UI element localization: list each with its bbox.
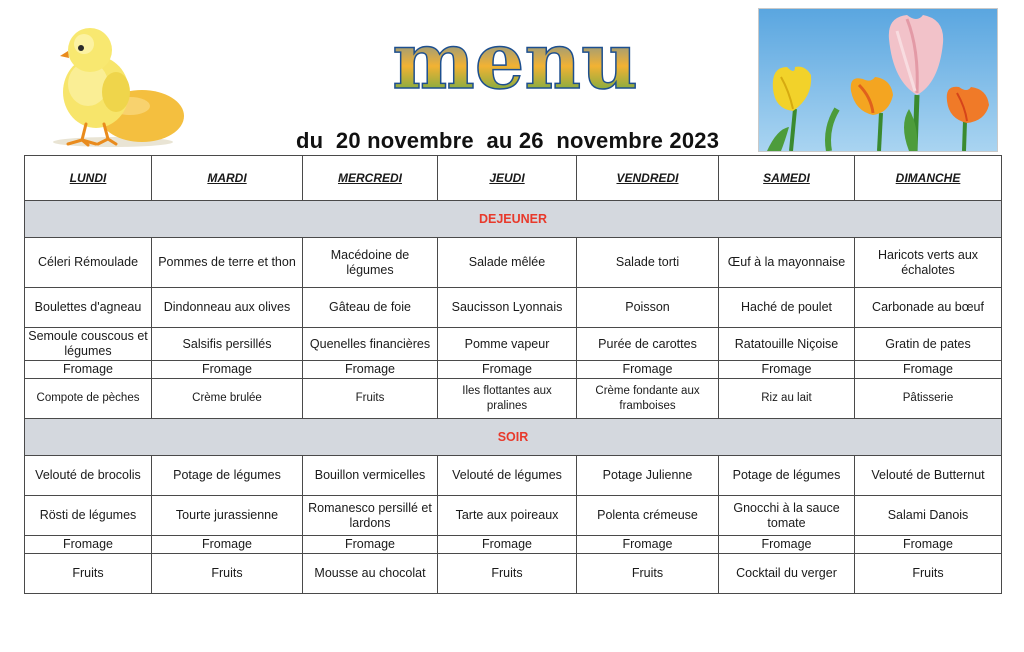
date-range: du 20 novembre au 26 novembre 2023: [296, 128, 720, 153]
chick-with-egg-picture: [38, 18, 188, 148]
menu-cell: Fruits: [438, 554, 577, 594]
menu-cell: Haché de poulet: [719, 288, 855, 328]
section-row-lunch: [25, 201, 1002, 238]
menu-cell: Haricots verts aux échalotes: [855, 238, 1002, 288]
day-header-thursday: JEUDI: [438, 156, 577, 201]
menu-cell: Gâteau de foie: [303, 288, 438, 328]
menu-cell: Rösti de légumes: [25, 496, 152, 536]
lunch-row-cheese: [25, 361, 1002, 379]
section-row-dinner: [25, 419, 1002, 456]
menu-cell: Fromage: [855, 361, 1002, 379]
menu-cell: Tourte jurassienne: [152, 496, 303, 536]
menu-cell: Polenta crémeuse: [577, 496, 719, 536]
day-header-saturday: SAMEDI: [719, 156, 855, 201]
menu-cell: Velouté de Butternut: [855, 456, 1002, 496]
menu-cell: Salade torti: [577, 238, 719, 288]
svg-text:menu: menu: [392, 18, 638, 107]
menu-cell: Velouté de brocolis: [25, 456, 152, 496]
menu-cell: Fromage: [855, 536, 1002, 554]
menu-cell: Salami Danois: [855, 496, 1002, 536]
menu-cell: Gnocchi à la sauce tomate: [719, 496, 855, 536]
menu-cell: Macédoine de légumes: [303, 238, 438, 288]
menu-cell: Fromage: [152, 536, 303, 554]
lunch-row-main: [25, 288, 1002, 328]
menu-cell: Céleri Rémoulade: [25, 238, 152, 288]
menu-cell: Fruits: [25, 554, 152, 594]
menu-cell: Tarte aux poireaux: [438, 496, 577, 536]
menu-cell: Mousse au chocolat: [303, 554, 438, 594]
menu-cell: Fromage: [577, 361, 719, 379]
section-label-lunch: DEJEUNER: [25, 201, 1002, 238]
dinner-row-main: [25, 496, 1002, 536]
menu-title: [330, 18, 700, 108]
dinner-row-dessert: [25, 554, 1002, 594]
menu-cell: Pommes de terre et thon: [152, 238, 303, 288]
tulips-picture: [758, 8, 998, 152]
menu-cell: Fromage: [303, 536, 438, 554]
menu-cell: Iles flottantes aux pralines: [438, 379, 577, 419]
menu-cell: Fruits: [152, 554, 303, 594]
menu-cell: Velouté de légumes: [438, 456, 577, 496]
menu-cell: Salsifis persillés: [152, 328, 303, 361]
lunch-row-dessert: [25, 379, 1002, 419]
menu-cell: Fromage: [25, 361, 152, 379]
menu-cell: Potage de légumes: [719, 456, 855, 496]
menu-cell: Fromage: [577, 536, 719, 554]
menu-cell: Fruits: [303, 379, 438, 419]
menu-cell: Salade mêlée: [438, 238, 577, 288]
menu-cell: Romanesco persillé et lardons: [303, 496, 438, 536]
lunch-row-side: [25, 328, 1002, 361]
section-label-dinner: SOIR: [25, 419, 1002, 456]
weekly-menu-table: [24, 155, 1002, 594]
menu-cell: Fromage: [303, 361, 438, 379]
dinner-row-cheese: [25, 536, 1002, 554]
menu-cell: Dindonneau aux olives: [152, 288, 303, 328]
day-header-row: [25, 156, 1002, 201]
day-header-friday: VENDREDI: [577, 156, 719, 201]
day-header-wednesday: MERCREDI: [303, 156, 438, 201]
menu-cell: Pomme vapeur: [438, 328, 577, 361]
menu-cell: Compote de pèches: [25, 379, 152, 419]
menu-cell: Pâtisserie: [855, 379, 1002, 419]
menu-cell: Carbonade au bœuf: [855, 288, 1002, 328]
menu-cell: Fromage: [438, 536, 577, 554]
menu-cell: Œuf à la mayonnaise: [719, 238, 855, 288]
menu-cell: Ratatouille Niçoise: [719, 328, 855, 361]
menu-cell: Fruits: [577, 554, 719, 594]
menu-cell: Crème brulée: [152, 379, 303, 419]
menu-cell: Potage Julienne: [577, 456, 719, 496]
menu-cell: Crème fondante aux framboises: [577, 379, 719, 419]
menu-cell: Poisson: [577, 288, 719, 328]
menu-cell: Fromage: [25, 536, 152, 554]
menu-cell: Purée de carottes: [577, 328, 719, 361]
lunch-row-starter: [25, 238, 1002, 288]
menu-cell: Bouillon vermicelles: [303, 456, 438, 496]
menu-cell: Riz au lait: [719, 379, 855, 419]
menu-cell: Fromage: [719, 361, 855, 379]
menu-cell: Semoule couscous et légumes: [25, 328, 152, 361]
menu-cell: Fromage: [719, 536, 855, 554]
menu-cell: Boulettes d'agneau: [25, 288, 152, 328]
dinner-row-soup: [25, 456, 1002, 496]
menu-cell: Potage de légumes: [152, 456, 303, 496]
menu-cell: Saucisson Lyonnais: [438, 288, 577, 328]
menu-cell: Quenelles financières: [303, 328, 438, 361]
menu-cell: Fruits: [855, 554, 1002, 594]
menu-cell: Fromage: [152, 361, 303, 379]
day-header-monday: LUNDI: [25, 156, 152, 201]
day-header-tuesday: MARDI: [152, 156, 303, 201]
menu-cell: Cocktail du verger: [719, 554, 855, 594]
day-header-sunday: DIMANCHE: [855, 156, 1002, 201]
menu-cell: Fromage: [438, 361, 577, 379]
menu-cell: Gratin de pates: [855, 328, 1002, 361]
